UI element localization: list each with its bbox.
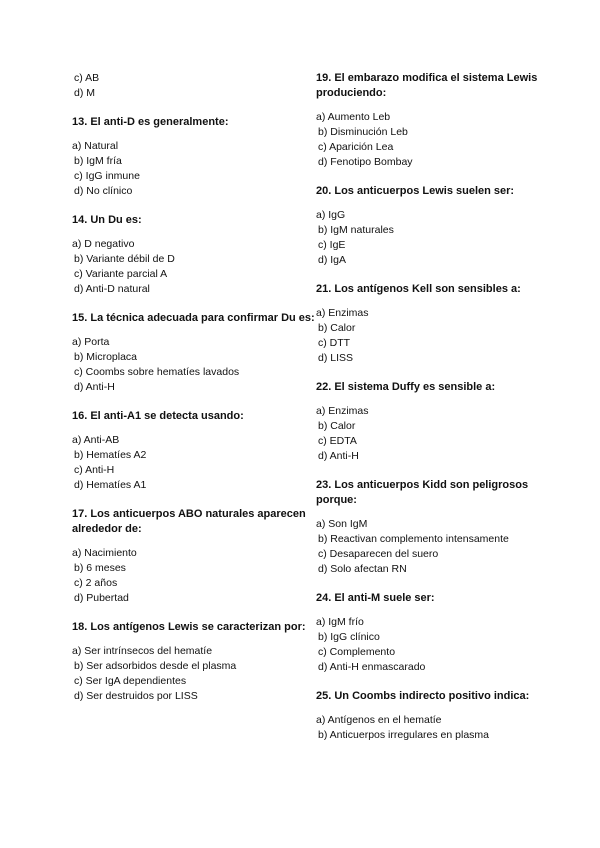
answer-option: b) IgM fría (74, 155, 122, 167)
question-block (72, 409, 317, 493)
answer-option: a) Ser intrínsecos del hematíe (72, 645, 213, 657)
answer-option: d) M (74, 87, 95, 99)
question-title: 22. El sistema Duffy es sensible a: (316, 381, 496, 393)
answer-option: d) Anti-H enmascarado (318, 661, 426, 673)
question-title: 17. Los anticuerpos ABO naturales aparecen alrededor de: (72, 508, 306, 535)
answer-option: c) EDTA (318, 435, 357, 447)
question-block (316, 71, 561, 170)
answer-option: a) Anti-AB (72, 434, 120, 446)
question-fragment (72, 71, 317, 101)
answer-option: b) Disminución Leb (318, 126, 408, 138)
answer-option: b) IgM naturales (318, 224, 394, 236)
answer-option: a) Enzimas (316, 307, 369, 319)
answer-option: b) Calor (318, 322, 356, 334)
answer-option: d) Pubertad (74, 592, 129, 604)
answer-option: d) Fenotipo Bombay (318, 156, 413, 168)
answer-option: d) Anti-D natural (74, 283, 150, 295)
answer-option: a) D negativo (72, 238, 135, 250)
answer-option: c) Variante parcial A (74, 268, 168, 280)
question-block (72, 507, 317, 606)
question-title: 24. El anti-M suele ser: (316, 592, 435, 604)
left-column (72, 71, 317, 718)
question-block (72, 620, 317, 704)
answer-option: c) Aparición Lea (318, 141, 394, 153)
answer-option: b) Anticuerpos irregulares en plasma (318, 729, 490, 741)
answer-option: b) Calor (318, 420, 356, 432)
answer-option: b) Ser adsorbidos desde el plasma (74, 660, 237, 672)
question-title: 25. Un Coombs indirecto positivo indica: (316, 690, 530, 702)
question-block (316, 478, 561, 577)
question-title: 13. El anti-D es generalmente: (72, 116, 229, 128)
answer-option: a) Aumento Leb (316, 111, 391, 123)
answer-option: a) Antígenos en el hematíe (316, 714, 442, 726)
answer-option: d) Anti-H (74, 381, 115, 393)
answer-option: b) 6 meses (74, 562, 126, 574)
question-block (72, 115, 317, 199)
answer-option: d) No clínico (74, 185, 133, 197)
question-title: 18. Los antígenos Lewis se caracterizan por: (72, 621, 306, 633)
answer-option: a) Nacimiento (72, 547, 137, 559)
answer-option: b) Reactivan complemento intensamente (318, 533, 509, 545)
question-title: 21. Los antígenos Kell son sensibles a: (316, 283, 521, 295)
question-block (316, 282, 561, 366)
answer-option: c) IgE (318, 239, 346, 251)
question-block (316, 380, 561, 464)
answer-option: a) Enzimas (316, 405, 369, 417)
answer-option: c) Complemento (318, 646, 396, 658)
answer-option: a) Porta (72, 336, 110, 348)
answer-option: d) IgA (318, 254, 347, 266)
answer-option: a) IgM frío (316, 616, 364, 628)
answer-option: b) IgG clínico (318, 631, 380, 643)
answer-option: d) Ser destruidos por LISS (74, 690, 198, 702)
answer-option: c) 2 años (74, 577, 118, 589)
answer-option: a) Son IgM (316, 518, 368, 530)
question-title: 15. La técnica adecuada para confirmar Du es: (72, 312, 315, 324)
question-block (72, 311, 317, 395)
answer-option: d) LISS (318, 352, 354, 364)
answer-option: a) IgG (316, 209, 346, 221)
question-block (316, 591, 561, 675)
answer-option: d) Hematíes A1 (74, 479, 147, 491)
answer-option: c) Coombs sobre hematíes lavados (74, 366, 240, 378)
question-title: 14. Un Du es: (72, 214, 142, 226)
question-block (72, 213, 317, 297)
answer-option: b) Microplaca (74, 351, 138, 363)
answer-option: c) Desaparecen del suero (318, 548, 439, 560)
question-title: 19. El embarazo modifica el sistema Lewis produciendo: (316, 72, 538, 99)
answer-option: c) Anti-H (74, 464, 115, 476)
answer-option: c) DTT (318, 337, 351, 349)
question-block (316, 184, 561, 268)
question-title: 20. Los anticuerpos Lewis suelen ser: (316, 185, 515, 197)
question-block (316, 689, 561, 743)
answer-option: c) Ser IgA dependientes (74, 675, 187, 687)
answer-option: a) Natural (72, 140, 119, 152)
answer-option: b) Variante débil de D (74, 253, 175, 265)
right-column (316, 71, 561, 757)
answer-option: c) IgG inmune (74, 170, 140, 182)
answer-option: c) AB (74, 72, 100, 84)
answer-option: b) Hematíes A2 (74, 449, 147, 461)
question-title: 23. Los anticuerpos Kidd son peligrosos porque: (316, 479, 529, 506)
answer-option: d) Solo afectan RN (318, 563, 407, 575)
question-title: 16. El anti-A1 se detecta usando: (72, 410, 244, 422)
answer-option: d) Anti-H (318, 450, 359, 462)
